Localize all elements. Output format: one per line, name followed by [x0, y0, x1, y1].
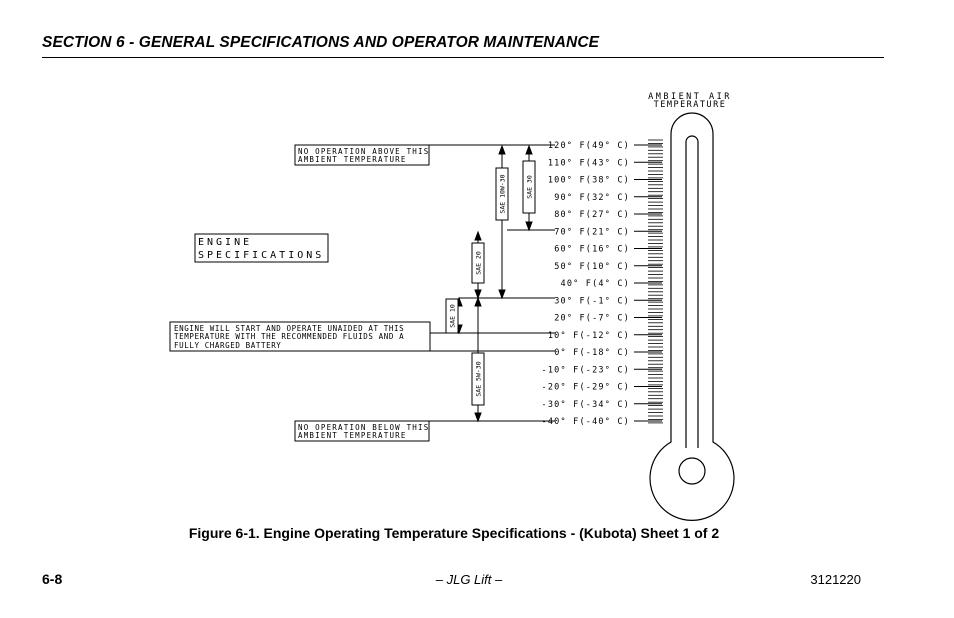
thermometer-title-line1: AMBIENT AIR: [648, 92, 732, 102]
temperature-label: -40° F(-40° C): [541, 417, 630, 427]
note-no-operation-below-line1: NO OPERATION BELOW THIS: [298, 423, 430, 432]
note-no-operation-below-line2: AMBIENT TEMPERATURE: [298, 431, 407, 440]
temperature-label: 110° F(43° C): [547, 158, 630, 169]
document-number: 3121220: [810, 572, 861, 587]
note-unaided-start: [170, 322, 430, 351]
figure-caption: Figure 6-1. Engine Operating Temperature Specifications - (Kubota) Sheet 1 of 2: [188, 525, 720, 541]
temperature-label: 60° F(16° C): [554, 244, 630, 255]
oil-sae-10: [446, 299, 458, 333]
engine-specs-line2: SPECIFICATIONS: [198, 250, 325, 261]
note-no-operation-below: [295, 421, 429, 441]
page-number: 6-8: [42, 571, 63, 587]
note-unaided-start-line3: FULLY CHARGED BATTERY: [174, 341, 282, 350]
temperature-label: -30° F(-34° C): [541, 399, 630, 410]
temperature-label: 90° F(32° C): [554, 192, 630, 203]
oil-sae-30-label: SAE 30: [525, 175, 534, 199]
note-unaided-start-line1: ENGINE WILL START AND OPERATE UNAIDED AT THIS: [174, 324, 405, 333]
thermometer-scale-ticks: [648, 140, 663, 423]
note-no-operation-above: [295, 145, 429, 165]
temperature-label: 50° F(10° C): [554, 261, 630, 272]
note-unaided-start-line2: TEMPERATURE WITH THE RECOMMENDED FLUIDS AND A: [174, 332, 405, 341]
note-no-operation-above-line2: AMBIENT TEMPERATURE: [298, 155, 407, 164]
footer-brand: – JLG Lift –: [435, 572, 503, 587]
oil-sae-20: [472, 243, 484, 283]
engine-specifications-box: [195, 234, 328, 262]
oil-sae-5w30-label: SAE 5W-30: [474, 361, 483, 397]
oil-sae-10-label: SAE 10: [448, 304, 457, 328]
oil-range-lines: [456, 146, 532, 421]
temperature-label: -10° F(-23° C): [541, 365, 630, 376]
oil-sae-10w30-label: SAE 10W-30: [498, 174, 507, 214]
temperature-label: 30° F(-1° C): [554, 296, 630, 307]
oil-sae-20-label: SAE 20: [474, 251, 483, 275]
section-title: SECTION 6 - GENERAL SPECIFICATIONS AND OPERATOR MAINTENANCE: [42, 34, 600, 51]
temperature-label: 20° F(-7° C): [554, 313, 630, 324]
temperature-labels: [542, 141, 662, 427]
temperature-label: 100° F(38° C): [547, 175, 630, 186]
engine-specs-line1: ENGINE: [198, 237, 253, 248]
temperature-label: 70° F(21° C): [554, 227, 630, 238]
reference-lines: [429, 145, 555, 421]
temperature-label: 40° F(4° C): [560, 279, 630, 289]
oil-sae-10w30: [496, 168, 508, 220]
oil-sae-5w30: [472, 353, 484, 405]
oil-sae-30: [523, 161, 535, 213]
thermometer-title-line2: TEMPERATURE: [653, 100, 727, 110]
temperature-label: -20° F(-29° C): [541, 382, 630, 393]
temperature-label: 80° F(27° C): [554, 210, 630, 220]
temperature-label: 120° F(49° C): [547, 141, 630, 151]
temperature-label: 0° F(-18° C): [554, 348, 630, 358]
note-no-operation-above-line1: NO OPERATION ABOVE THIS: [298, 147, 430, 156]
temperature-label: 10° F(-12° C): [547, 330, 630, 341]
